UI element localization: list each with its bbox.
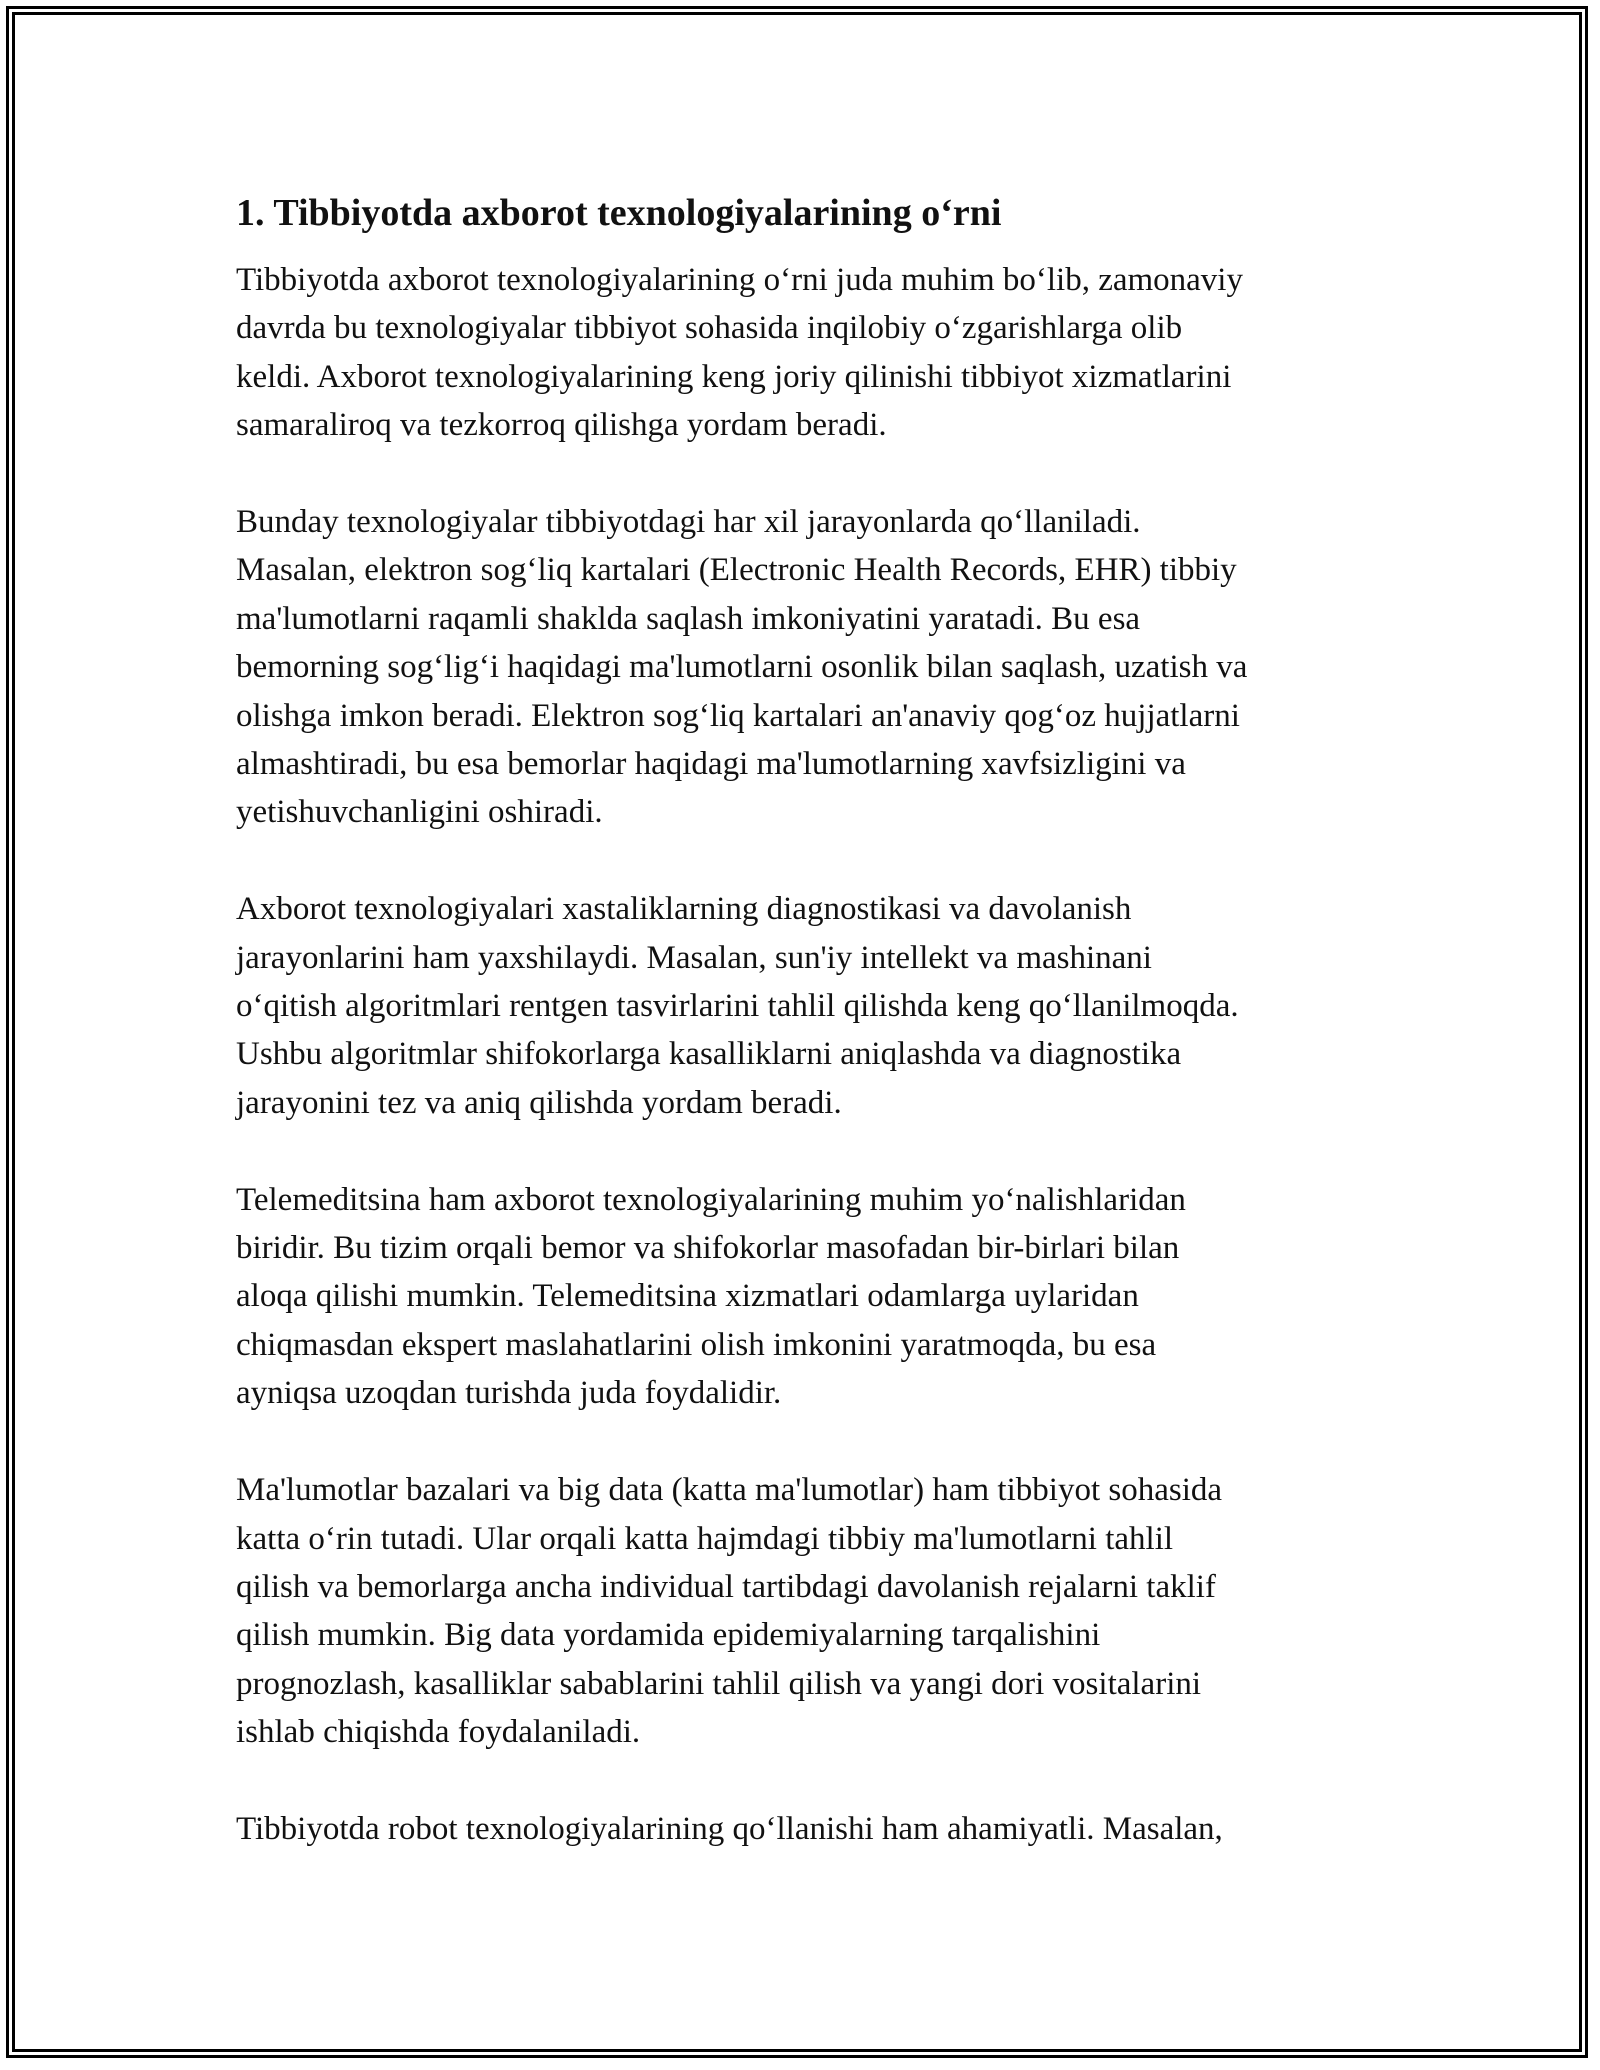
text-line: chiqmasdan ekspert maslahatlarini olish imkonini yaratmoqda, bu esa — [236, 1326, 1157, 1363]
text-line: Telemeditsina ham axborot texnologiyalarining muhim yo‘nalishlaridan — [236, 1181, 1186, 1218]
text-line: o‘qitish algoritmlari rentgen tasvirlarini tahlil qilishda keng qo‘llanilmoqda. — [236, 988, 1239, 1025]
text-line: aloqa qilishi mumkin. Telemeditsina xizmatlari odamlarga uylaridan — [236, 1278, 1139, 1315]
text-line: davrda bu texnologiyalar tibbiyot sohasida inqilobiy o‘zgarishlarga olib — [236, 310, 1183, 347]
text-line: jarayonlarini ham yaxshilaydi. Masalan, sun'iy intellekt va mashinani — [236, 939, 1152, 976]
text-line: katta o‘rin tutadi. Ular orqali katta hajmdagi tibbiy ma'lumotlarni tahlil — [236, 1520, 1174, 1557]
text-line: jarayonini tez va aniq qilishda yordam beradi. — [236, 1084, 842, 1121]
body-paragraph — [236, 256, 1366, 450]
text-line: Bunday texnologiyalar tibbiyotdagi har xil jarayonlarda qo‘llaniladi. — [236, 504, 1141, 541]
text-line: Ushbu algoritmlar shifokorlarga kasalliklarni aniqlashda va diagnostika — [236, 1036, 1182, 1073]
document-body — [236, 186, 1366, 1902]
text-line: ayniqsa uzoqdan turishda juda foydalidir. — [236, 1375, 782, 1412]
text-line: prognozlash, kasalliklar sabablarini tahlil qilish va yangi dori vositalarini — [236, 1665, 1202, 1702]
body-paragraph — [236, 498, 1366, 837]
body-paragraph — [236, 1176, 1366, 1418]
text-line: bemorning sog‘lig‘i haqidagi ma'lumotlarni osonlik bilan saqlash, uzatish va — [236, 649, 1248, 686]
text-line: Ma'lumotlar bazalari va big data (katta ma'lumotlar) ham tibbiyot sohasida — [236, 1472, 1223, 1509]
body-paragraph — [236, 885, 1366, 1127]
text-line: keldi. Axborot texnologiyalarining keng joriy qilinishi tibbiyot xizmatlarini — [236, 358, 1232, 395]
body-paragraph — [236, 1805, 1366, 1853]
text-line: Tibbiyotda robot texnologiyalarining qo‘llanishi ham ahamiyatli. Masalan, — [236, 1810, 1223, 1847]
text-line: olishga imkon beradi. Elektron sog‘liq kartalari an'anaviy qog‘oz hujjatlarni — [236, 697, 1240, 734]
body-paragraph — [236, 1466, 1366, 1756]
text-line: samaraliroq va tezkorroq qilishga yordam beradi. — [236, 407, 887, 444]
text-line: ma'lumotlarni raqamli shaklda saqlash imkoniyatini yaratadi. Bu esa — [236, 600, 1141, 637]
text-line: ishlab chiqishda foydalaniladi. — [236, 1714, 641, 1751]
text-line: almashtiradi, bu esa bemorlar haqidagi ma'lumotlarning xavfsizligini va — [236, 746, 1186, 783]
text-line: Tibbiyotda axborot texnologiyalarining o‘rni juda muhim bo‘lib, zamonaviy — [236, 262, 1243, 298]
paragraphs-container — [236, 256, 1366, 1853]
text-line: yetishuvchanligini oshiradi. — [236, 794, 603, 831]
text-line: qilish mumkin. Big data yordamida epidemiyalarning tarqalishini — [236, 1617, 1101, 1654]
text-line: biridir. Bu tizim orqali bemor va shifokorlar masofadan bir-birlari bilan — [236, 1230, 1180, 1267]
text-line: Axborot texnologiyalari xastaliklarning diagnostikasi va davolanish — [236, 891, 1132, 928]
section-heading: 1. Tibbiyotda axborot texnologiyalarining o‘rni — [236, 192, 1002, 234]
text-line: qilish va bemorlarga ancha individual tartibdagi davolanish rejalarni taklif — [236, 1568, 1216, 1605]
text-line: Masalan, elektron sog‘liq kartalari (Electronic Health Records, EHR) tibbiy — [236, 552, 1237, 589]
